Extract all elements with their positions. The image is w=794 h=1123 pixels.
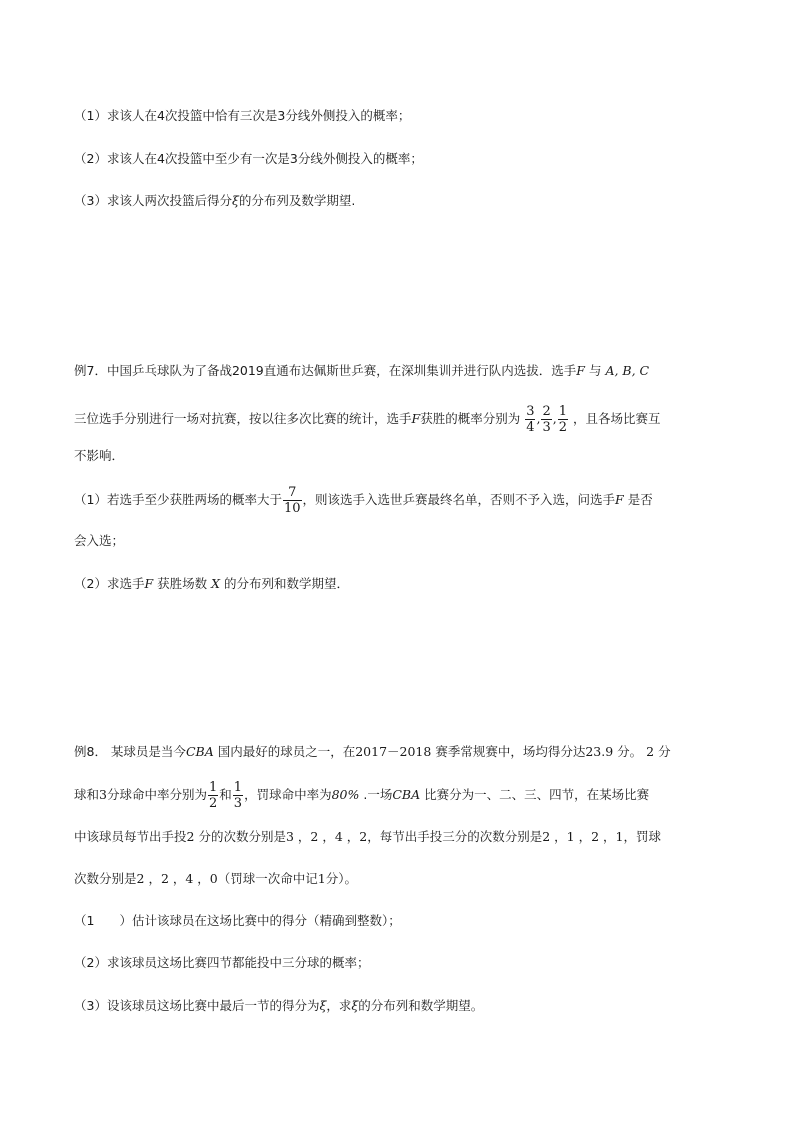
p7-question-2 — [74, 574, 349, 594]
p7-q2-text-c: 的分布列和数学期望． — [224, 576, 350, 591]
p7-l2-text-a: 三位选手分别进行一场对抗赛，按以往多次比赛的统计，选手 — [74, 411, 412, 426]
p6-q3-text-a: （3）求该人两次投篮后得分 — [74, 193, 232, 208]
var-CBA: CBA — [392, 787, 421, 802]
p7-line-3: 不影响． — [74, 448, 125, 463]
p7-l2-text-c: ，且各场比赛互 — [573, 411, 661, 426]
p7-q1-text-b: ，则该选手入选世乒赛最终名单，否则不予入选，问选手 — [302, 492, 616, 507]
num-1: 1 — [317, 871, 326, 886]
p8-l2-text-c: 和 — [219, 787, 232, 802]
fraction-7-10: $\frac{7}{10}$ — [283, 485, 301, 516]
p8-l1-text-a: 例8． 某球员是当今 — [74, 744, 186, 759]
p8-l3-text-d: ，罚球 — [623, 829, 661, 844]
p8-line-3 — [74, 827, 661, 847]
p7-q1-text-c: 是否 — [627, 492, 653, 507]
xi-symbol: ξ — [231, 193, 239, 208]
var-X: X — [211, 576, 221, 591]
p8-line-1 — [74, 742, 671, 762]
p7-question-1-cont: 会入选； — [74, 533, 125, 548]
num-2: 2 — [186, 829, 195, 844]
xi-symbol: ξ — [319, 998, 327, 1013]
p7-line-2: 三位选手分别进行一场对抗赛，按以往多次比赛的统计，选手F获胜的概率分别为 $\frac{3}{4}$ , $\frac{2}{3}$ , $\frac{1}{2}$ ，且各场比赛互 — [74, 404, 661, 435]
p8-question-3 — [74, 996, 483, 1016]
fraction-1-2: $\frac{1}{2}$ — [208, 780, 218, 811]
p6-question-2: （2）求该人在4次投篮中至少有一次是3分线外侧投入的概率； — [74, 151, 423, 166]
p7-l1-text-a: 例7．中国乒乓球队为了备战2019直通布达佩斯世乒赛，在深圳集训并进行队内选拔．选手 — [74, 363, 577, 378]
p8-l4-text-c: 分）。 — [325, 871, 357, 886]
p8-l2-text-e: .一场 — [363, 787, 393, 802]
xi-symbol: ξ — [351, 998, 359, 1013]
p8-line-4 — [74, 869, 357, 889]
p8-l2-text-a: 球和 — [74, 787, 100, 802]
p6-question-3 — [74, 191, 355, 211]
var-ABC: A, B, C — [605, 363, 650, 378]
p8-question-2: （2）求该球员这场比赛四节都能投中三分球的概率； — [74, 955, 370, 970]
fraction-3-4: $\frac{3}{4}$ — [526, 404, 535, 435]
p8-l3-text-c: ，每节出手投三分的次数分别是 — [367, 829, 543, 844]
avg-score: 23.9 — [585, 744, 614, 759]
p8-q3-text-b: ，求 — [326, 998, 352, 1013]
p8-l1-text-c: 赛季常规赛中，场均得分达 — [435, 744, 586, 759]
p7-q2-text-a: （2）求选手 — [74, 576, 145, 591]
p8-l4-text-a: 次数分别是 — [74, 871, 137, 886]
p8-l4-text-b: （罚球一次命中记 — [217, 871, 318, 886]
var-CBA: CBA — [185, 744, 214, 759]
p8-l3-text-a: 中该球员每节出手投 — [74, 829, 187, 844]
fraction-1-3: $\frac{1}{3}$ — [233, 780, 243, 811]
var-F: F — [615, 492, 624, 507]
p8-l1-text-e: 分 — [658, 744, 671, 759]
free-throw-rate: 80% — [331, 787, 360, 802]
p7-line-1 — [74, 361, 649, 381]
three-point-counts: 2 ，1 ，2 ，1 — [542, 829, 624, 844]
p6-q3-text-b: 的分布列及数学期望. — [238, 193, 356, 208]
p8-l2-text-f: 比赛分为一、二、三、四节，在某场比赛 — [424, 787, 650, 802]
p8-l2-text-b: 分球命中率分别为 — [106, 787, 207, 802]
p8-question-1: （1 ）估计该球员在这场比赛中的得分（精确到整数）； — [74, 913, 401, 928]
p8-q3-text-c: 的分布列和数学期望。 — [358, 998, 484, 1013]
p8-line-2 — [74, 776, 649, 814]
p7-question-1 — [74, 482, 653, 518]
p7-l2-text-b: 获胜的概率分别为 — [420, 411, 521, 426]
two-point-counts: 3 ，2 ，4 ，2 — [285, 829, 368, 844]
num-3: 3 — [99, 787, 107, 802]
season-years: 2017－2018 — [355, 744, 432, 759]
p8-l2-text-d: ，罚球命中率为 — [244, 787, 332, 802]
p7-q2-text-b: 获胜场数 — [157, 576, 208, 591]
fraction-2-3: $\frac{2}{3}$ — [542, 404, 551, 435]
p8-l1-text-b: 国内最好的球员之一，在 — [217, 744, 356, 759]
var-F: F — [144, 576, 154, 591]
var-F: F — [576, 363, 585, 378]
num-2: 2 — [646, 744, 655, 759]
p6-question-1: （1）求该人在4次投篮中恰有三次是3分线外侧投入的概率； — [74, 108, 411, 123]
p8-l3-text-b: 分的次数分别是 — [198, 829, 286, 844]
free-throw-counts: 2 ，2 ，4 ，0 — [136, 871, 218, 886]
p8-l1-text-d: 分。 — [617, 744, 643, 759]
fraction-1-2: $\frac{1}{2}$ — [558, 404, 568, 435]
p7-q1-text-a: （1）若选手至少获胜两场的概率大于 — [74, 492, 282, 507]
var-F: F — [411, 411, 421, 426]
p7-l1-text-b: 与 — [588, 363, 602, 378]
p8-q3-text-a: （3）设该球员这场比赛中最后一节的得分为 — [74, 998, 320, 1013]
